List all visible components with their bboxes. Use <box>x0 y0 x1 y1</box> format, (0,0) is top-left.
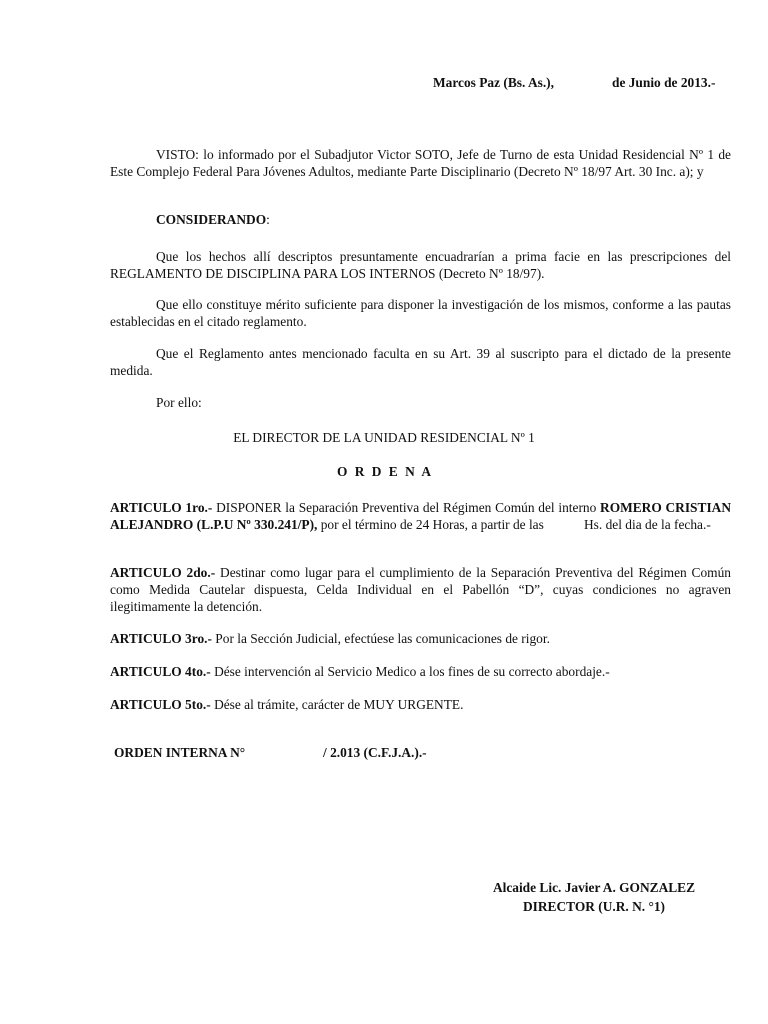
por-ello: Por ello: <box>156 395 202 410</box>
articulo-1-label: ARTICULO 1ro.- <box>110 500 213 515</box>
considerando-heading <box>156 212 270 228</box>
articulo-1 <box>110 499 731 533</box>
considerando-paragraph-1: Que los hechos allí descriptos presuntamente encuadrarían a prima facie en las prescripciones del REGLAMENTO DE DISCIPLINA PARA LOS INTERNOS (Decreto Nº 18/97). <box>110 249 731 281</box>
articulo-3-text: Por la Sección Judicial, efectúese las comunicaciones de rigor. <box>211 631 550 646</box>
articulo-4 <box>110 663 731 680</box>
visto-paragraph: VISTO: lo informado por el Subadjutor Victor SOTO, Jefe de Turno de esta Unidad Residencial Nº 1 de Este Complejo Federal Para Jóvenes Adultos, mediante Parte Disciplinario (Decreto Nº 18/97 Art. 30 Inc. a); y <box>110 147 731 179</box>
articulo-1-interno-name: ROMERO CRISTIAN ALEJANDRO (L.P.U Nº 330.241/P), <box>110 500 731 532</box>
articulo-2-text: Destinar como lugar para el cumplimiento de la Separación Preventiva del Régimen Común como Medida Cautelar dispuesta, Celda Individual en el Pabellón “D”, cuyas condiciones no agraven ilegitimamente la detención. <box>110 565 731 614</box>
articulo-3-label: ARTICULO 3ro.- <box>110 631 212 646</box>
articulo-5-text: Dése al trámite, carácter de MUY URGENTE. <box>210 697 464 712</box>
ordena-heading: O R D E N A <box>336 464 432 479</box>
signature-title: DIRECTOR (U.R. N. °1) <box>523 899 665 914</box>
header-place: Marcos Paz (Bs. As.), <box>433 75 554 90</box>
orden-interna-label: ORDEN INTERNA N° <box>114 745 246 760</box>
considerando-paragraph-3: Que el Reglamento antes mencionado faculta en su Art. 39 al suscripto para el dictado de la presente medida. <box>110 346 731 378</box>
articulo-5-label: ARTICULO 5to.- <box>110 697 211 712</box>
articulo-4-label: ARTICULO 4to.- <box>110 664 211 679</box>
articulo-5 <box>110 696 731 713</box>
considerando-label: CONSIDERANDO <box>156 212 267 227</box>
considerando-colon: : <box>266 212 270 227</box>
articulo-2-label: ARTICULO 2do.- <box>110 565 216 580</box>
considerando-paragraph-2: Que ello constituye mérito suficiente para disponer la investigación de los mismos, conforme a las pautas establecidas en el citado reglamento. <box>110 297 731 329</box>
articulo-3 <box>110 630 731 647</box>
signature-name: Alcaide Lic. Javier A. GONZALEZ <box>492 880 696 895</box>
articulo-2 <box>110 564 731 615</box>
director-heading: EL DIRECTOR DE LA UNIDAD RESIDENCIAL Nº 1 <box>233 430 535 445</box>
articulo-4-text: Dése intervención al Servicio Medico a los fines de su correcto abordaje.- <box>210 664 610 679</box>
orden-interna-suffix: / 2.013 (C.F.J.A.).- <box>323 745 427 760</box>
articulo-1-text-b: por el término de 24 Horas, a partir de las Hs. del dia de la fecha.- <box>317 517 711 532</box>
articulo-1-text-a: DISPONER la Separación Preventiva del Régimen Común del interno <box>212 500 601 515</box>
header-date: de Junio de 2013.- <box>612 75 716 90</box>
